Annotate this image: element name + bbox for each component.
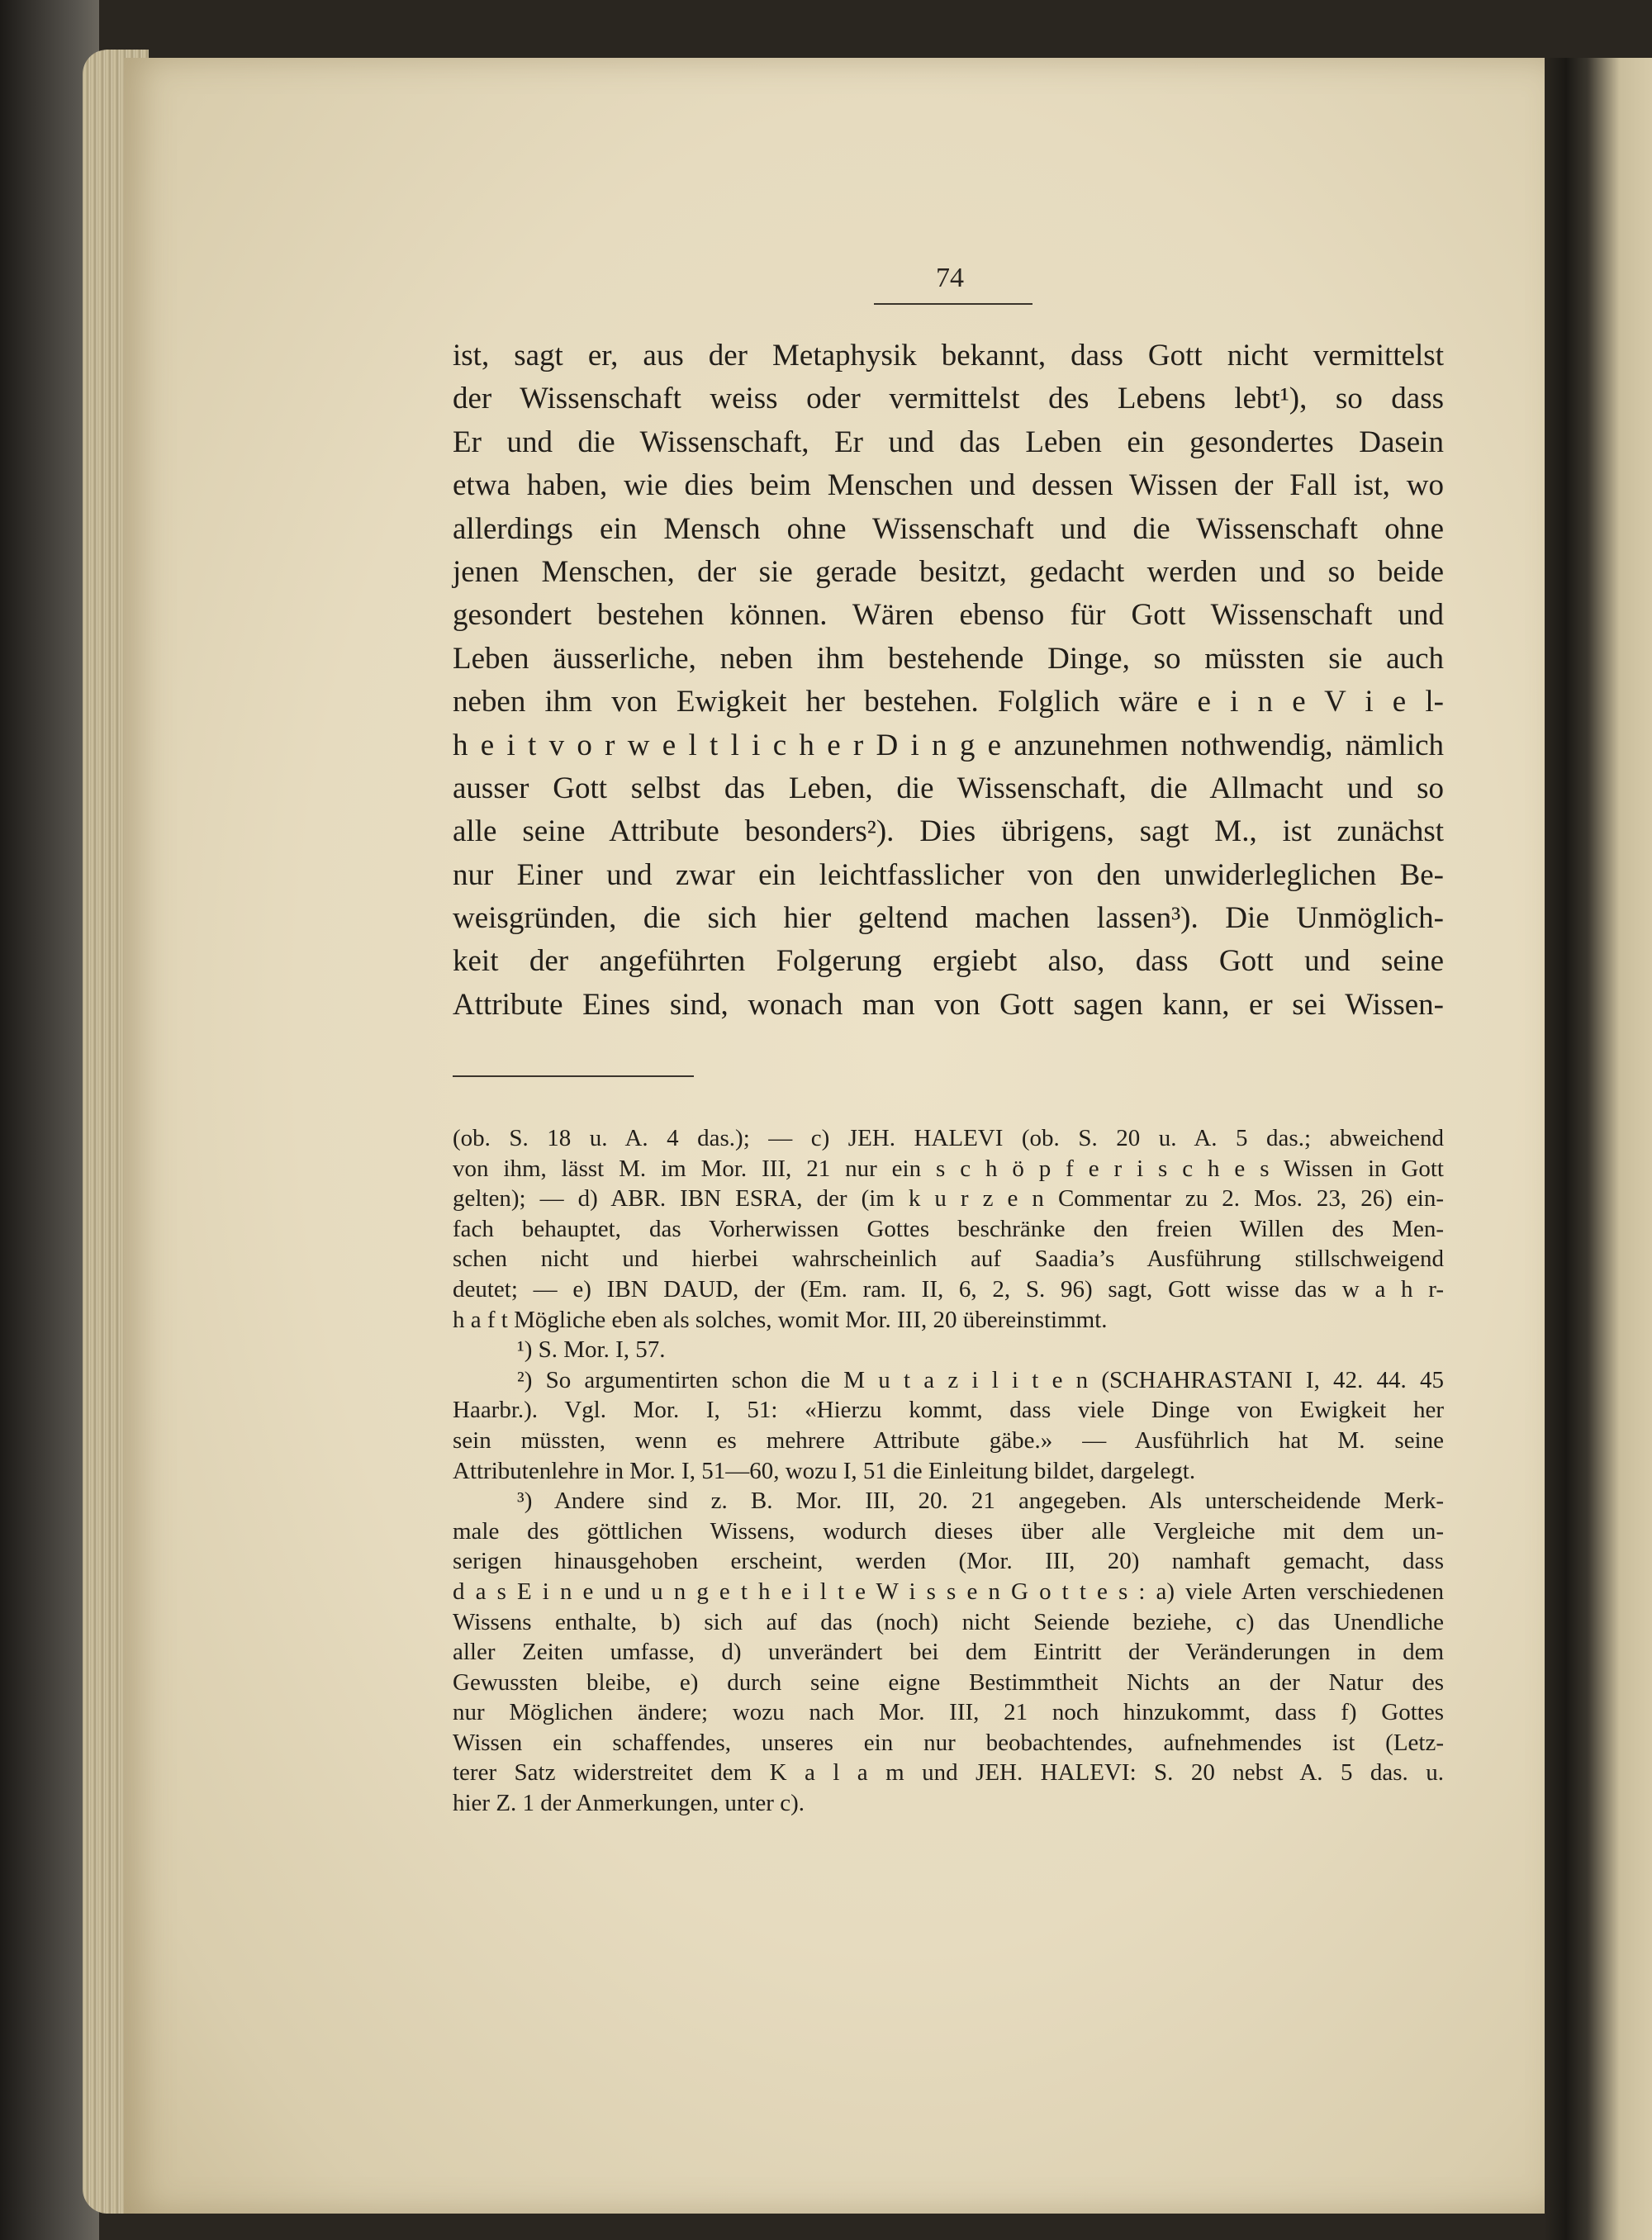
body-line: Attribute Eines sind, wonach man von Gott sagen kann, er sei Wissen- <box>453 987 1444 1022</box>
footnote-line: von ihm, lässt M. im Mor. III, 21 nur ein s c h ö p f e r i s c h e s Wissen in Gott <box>453 1155 1444 1182</box>
footnote-line: fach behauptet, das Vorherwissen Gottes beschränke den freien Willen des Men- <box>453 1215 1444 1242</box>
page-number: 74 <box>936 263 964 293</box>
footnote-2: ²) So argumentirten schon die M u t a z i l i t e n (SCHAHRASTANI I, 42. 44. 45 <box>517 1366 1444 1393</box>
footnote-3: ³) Andere sind z. B. Mor. III, 20. 21 angegeben. Als unterscheidende Merk- <box>517 1488 1444 1515</box>
footnote-line: Attributenlehre in Mor. I, 51—60, wozu I, 51 die Einleitung bildet, dargelegt. <box>453 1457 1196 1484</box>
body-line: h e i t v o r w e l t l i c h e r D i n g e anzunehmen nothwendig, nämlich <box>453 728 1444 762</box>
body-line: allerdings ein Mensch ohne Wissenschaft und die Wissenschaft ohne <box>453 511 1444 546</box>
footnote-line: schen nicht und hierbei wahrscheinlich auf Saadia’s Ausführung stillschweigend <box>453 1246 1444 1273</box>
footnote-line: deutet; — e) IBN DAUD, der (Em. ram. II, 6, 2, S. 96) sagt, Gott wisse das w a h r- <box>453 1275 1444 1303</box>
body-line: keit der angeführten Folgerung ergiebt also, dass Gott und seine <box>453 944 1444 979</box>
footnote-rule <box>453 1075 694 1077</box>
body-line: der Wissenschaft weiss oder vermittelst des Lebens lebt¹), so dass <box>453 382 1444 416</box>
footnotes-block <box>453 1123 1444 1819</box>
footnote-line: Wissens enthalte, b) sich auf das (noch) nicht Seiende beziehe, c) das Unendliche <box>453 1608 1444 1635</box>
body-line: ausser Gott selbst das Leben, die Wissenschaft, die Allmacht und so <box>453 771 1444 805</box>
footnote-line: d a s E i n e und u n g e t h e i l t e W i s s e n G o t t e s : a) viele Arten verschiedenen <box>453 1578 1444 1605</box>
body-line: nur Einer und zwar ein leichtfasslicher von den unwiderleglichen Be- <box>453 857 1444 892</box>
footnote-line: (ob. S. 18 u. A. 4 das.); — c) JEH. HALEVI (ob. S. 20 u. A. 5 das.; abweichend <box>453 1125 1444 1151</box>
footnote-line: Gewussten bleibe, e) durch seine eigne Bestimmtheit Nichts an der Natur des <box>453 1668 1444 1696</box>
facing-page-edge <box>1545 58 1652 2240</box>
body-line: jenen Menschen, der sie gerade besitzt, gedacht werden und so beide <box>453 554 1444 589</box>
footnote-line: gelten); — d) ABR. IBN ESRA, der (im k u r z e n Commentar zu 2. Mos. 23, 26) ein- <box>453 1185 1444 1213</box>
body-line: gesondert bestehen können. Wären ebenso für Gott Wissenschaft und <box>453 598 1444 633</box>
footnote-line: Wissen ein schaffendes, unseres ein nur beobachtendes, aufnehmendes ist (Letz- <box>453 1729 1444 1756</box>
body-line: Er und die Wissenschaft, Er und das Leben ein gesondertes Dasein <box>453 425 1444 459</box>
body-line: etwa haben, wie dies beim Menschen und dessen Wissen der Fall ist, wo <box>453 468 1444 503</box>
body-line: Leben äusserliche, neben ihm bestehende Dinge, so müssten sie auch <box>453 641 1444 676</box>
main-text-block <box>453 335 1444 1027</box>
footnote-line: serigen hinausgehoben erscheint, werden (Mor. III, 20) namhaft gemacht, dass <box>453 1548 1444 1575</box>
footnote-line: male des göttlichen Wissens, wodurch dieses über alle Vergleiche mit dem un- <box>453 1517 1444 1545</box>
body-line: ist, sagt er, aus der Metaphysik bekannt, dass Gott nicht vermittelst <box>453 339 1444 373</box>
body-line: weisgründen, die sich hier geltend machen lassen³). Die Unmöglich- <box>453 901 1444 936</box>
body-line: neben ihm von Ewigkeit her bestehen. Folglich wäre e i n e V i e l- <box>453 685 1444 719</box>
footnote-line: nur Möglichen ändere; wozu nach Mor. III, 21 noch hinzukommt, dass f) Gottes <box>453 1699 1444 1726</box>
body-line: alle seine Attribute besonders²). Dies übrigens, sagt M., ist zunächst <box>453 814 1444 849</box>
footnote-line: h a f t Mögliche eben als solches, womit Mor. III, 20 übereinstimmt. <box>453 1306 1108 1333</box>
footnote-line: aller Zeiten umfasse, d) unverändert bei dem Eintritt der Veränderungen in dem <box>453 1639 1444 1666</box>
footnote-line: Haarbr.). Vgl. Mor. I, 51: «Hierzu kommt, dass viele Dinge von Ewigkeit her <box>453 1397 1444 1424</box>
footnote-line: hier Z. 1 der Anmerkungen, unter c). <box>453 1790 805 1817</box>
footnote-line: terer Satz widerstreitet dem K a l a m und JEH. HALEVI: S. 20 nebst A. 5 das. u. <box>453 1759 1444 1787</box>
footnote-1: ¹) S. Mor. I, 57. <box>517 1336 666 1364</box>
footnote-line: sein müssten, wenn es mehrere Attribute gäbe.» — Ausführlich hat M. seine <box>453 1426 1444 1454</box>
page-number-rule <box>874 303 1032 305</box>
